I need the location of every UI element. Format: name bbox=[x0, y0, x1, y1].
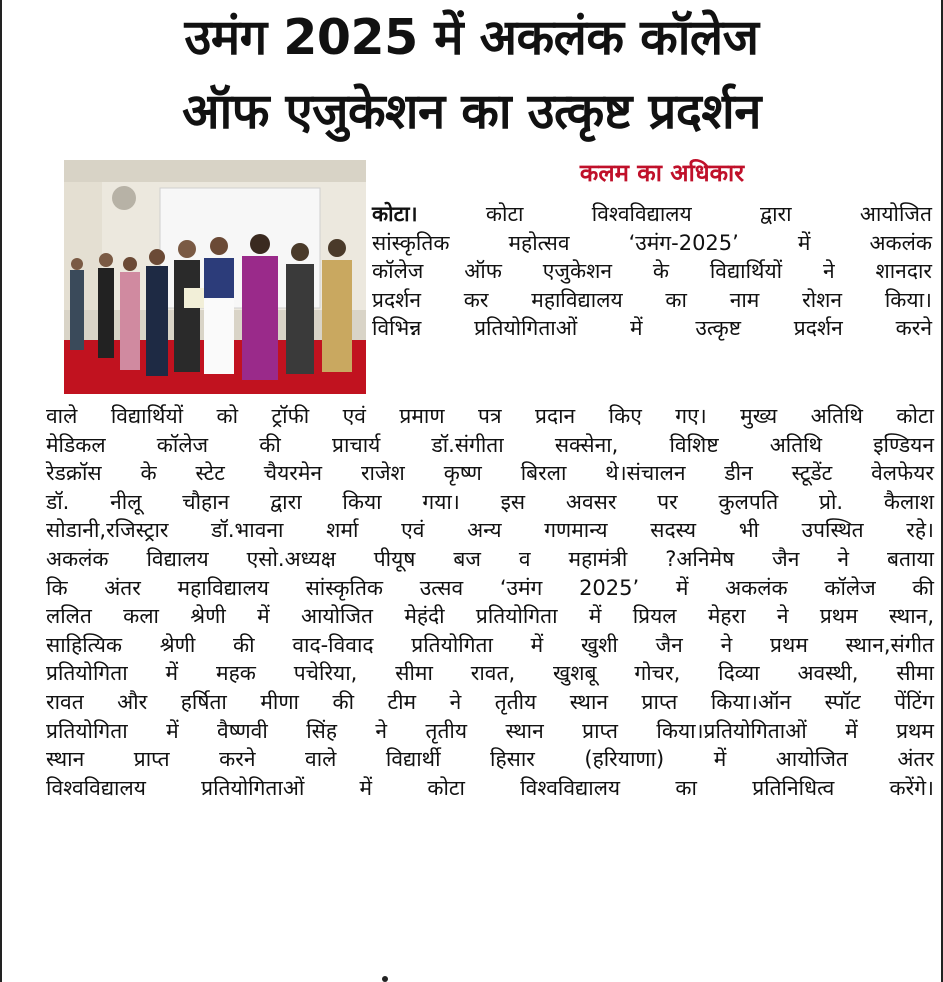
article-line: विश्वविद्यालय प्रतियोगिताओं में कोटा विश्वविद्यालय का प्रतिनिधित्व करेंगे। bbox=[46, 775, 934, 800]
article-line: डॉ. नीलू चौहान द्वारा किया गया। इस अवसर पर कुलपति प्रो. कैलाश bbox=[46, 489, 934, 514]
article-wide-column bbox=[46, 402, 934, 802]
event-photo bbox=[64, 160, 366, 394]
article-line: कि अंतर महाविद्यालय सांस्कृतिक उत्सव ‘उमंग 2025’ में अकलंक कॉलेज की bbox=[46, 575, 934, 600]
award-ceremony-illustration bbox=[64, 160, 366, 394]
article-line: सांस्कृतिक महोत्सव ‘उमंग-2025’ में अकलंक bbox=[372, 230, 932, 255]
headline-line-2: ऑफ एजुकेशन का उत्कृष्ट प्रदर्शन bbox=[182, 83, 761, 140]
article-line: प्रतियोगिता में वैष्णवी सिंह ने तृतीय स्थान प्राप्त किया।प्रतियोगिताओं में प्रथम bbox=[46, 718, 934, 743]
article-line: प्रतियोगिता में महक पचेरिया, सीमा रावत, खुशबू गोचर, दिव्या अवस्थी, सीमा bbox=[46, 661, 934, 686]
article-line: अकलंक विद्यालय एसो.अध्यक्ष पीयूष बज व महामंत्री ?अनिमेष जैन ने बताया bbox=[46, 546, 934, 571]
dateline: कोटा। bbox=[372, 202, 418, 226]
article-line bbox=[372, 200, 932, 229]
article-line: स्थान प्राप्त करने वाले विद्यार्थी हिसार (हरियाणा) में आयोजित अंतर bbox=[46, 747, 934, 772]
article-line: मेडिकल कॉलेज की प्राचार्य डॉ.संगीता सक्सेना, विशिष्ट अतिथि इण्डियन bbox=[46, 432, 934, 457]
article-line: सोडानी,रजिस्ट्रार डॉ.भावना शर्मा एवं अन्य गणमान्य सदस्य भी उपस्थित रहे। bbox=[46, 518, 934, 543]
article-line: रावत और हर्षिता मीणा की टीम ने तृतीय स्थान प्राप्त किया।ऑन स्पॉट पेंटिंग bbox=[46, 689, 934, 714]
headline-line-1: उमंग 2025 में अकलंक कॉलेज bbox=[184, 9, 759, 66]
article-narrow-column bbox=[372, 200, 932, 343]
article-line: साहित्यिक श्रेणी की वाद-विवाद प्रतियोगिता में खुशी जैन ने प्रथम स्थान,संगीत bbox=[46, 632, 934, 657]
article-line: ललित कला श्रेणी में आयोजित मेहंदी प्रतियोगिता में प्रियल मेहरा ने प्रथम स्थान, bbox=[46, 604, 934, 629]
article-line: कॉलेज ऑफ एजुकेशन के विद्यार्थियों ने शानदार bbox=[372, 259, 932, 284]
column-end-mark bbox=[382, 976, 388, 982]
article-line: प्रदर्शन कर महाविद्यालय का नाम रोशन किया। bbox=[372, 287, 932, 312]
article-line-text: कोटा विश्वविद्यालय द्वारा आयोजित bbox=[485, 202, 932, 226]
article-line: वाले विद्यार्थियों को ट्रॉफी एवं प्रमाण पत्र प्रदान किए गए। मुख्य अतिथि कोटा bbox=[46, 404, 934, 428]
byline: कलम का अधिकार bbox=[579, 159, 745, 187]
article-line: विभिन्न प्रतियोगिताओं में उत्कृष्ट प्रदर्शन करने bbox=[372, 316, 932, 341]
article-line: रेडक्रॉस के स्टेट चैयरमेन राजेश कृष्ण बिरला थे।संचालन डीन स्टूडेंट वेलफेयर bbox=[46, 461, 934, 486]
